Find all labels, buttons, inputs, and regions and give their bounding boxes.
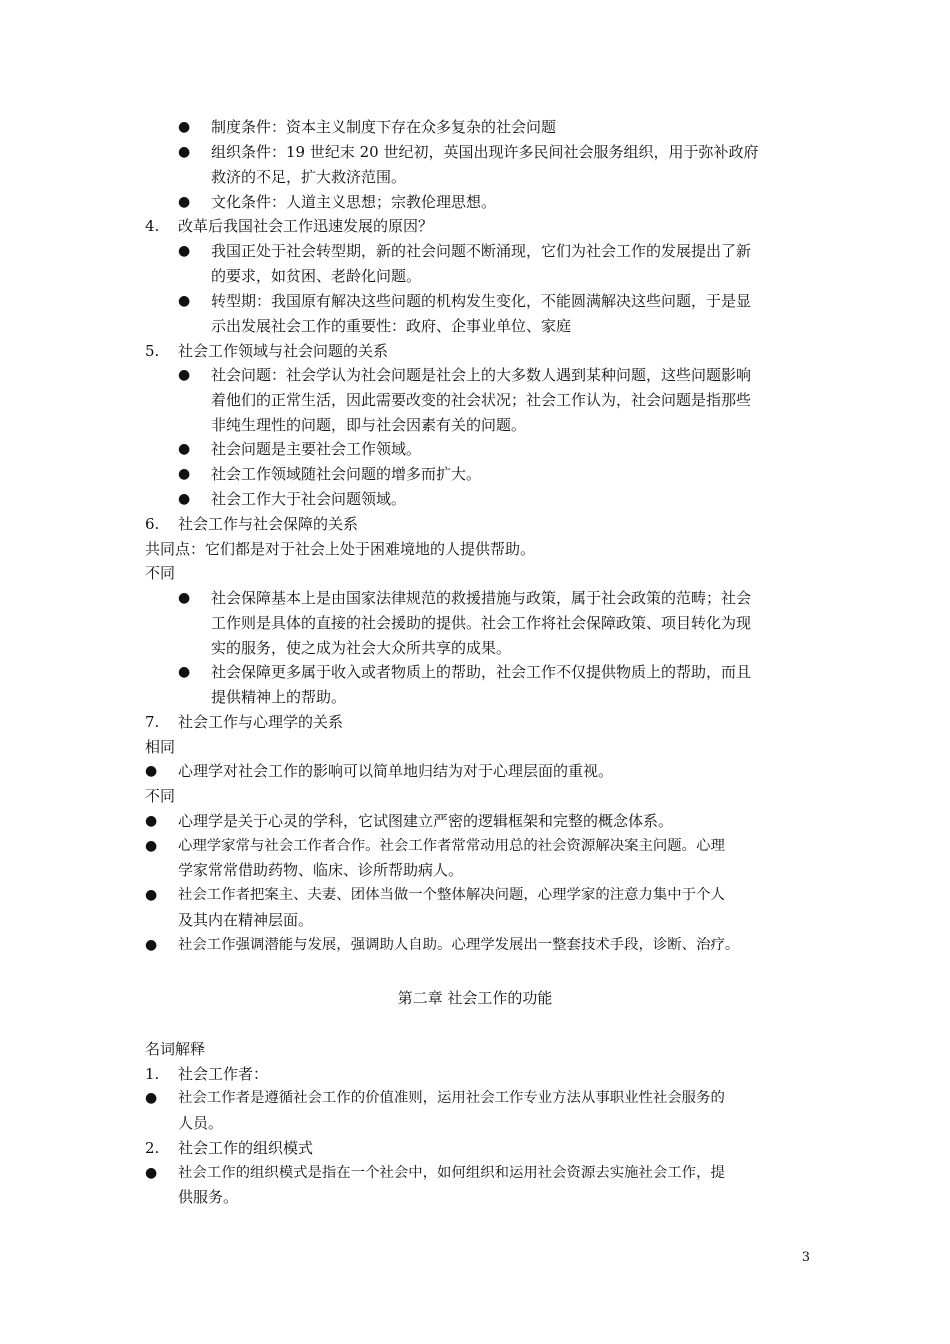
bullet-text: 社会工作的组织模式是指在一个社会中，如何组织和运用社会资源去实施社会工作，提 <box>178 1165 725 1181</box>
bullet-text: 制度条件：资本主义制度下存在众多复杂的社会问题 <box>211 118 557 136</box>
bullet-text: 社会保障更多属于收入或者物质上的帮助，社会工作不仅提供物质上的帮助，而且 <box>211 663 752 681</box>
bullet-text-cont: 示出发展社会工作的重要性：政府、企事业单位、家庭 <box>211 317 572 335</box>
bullet-text: 社会工作者是遵循社会工作的价值准则，运用社会工作专业方法从事职业性社会服务的 <box>178 1090 725 1106</box>
bullet-text-cont: 提供精神上的帮助。 <box>211 688 347 706</box>
item-number: 5. <box>145 342 160 360</box>
bullet-text: 社会工作大于社会问题领域。 <box>211 490 407 508</box>
bullet-text: 心理学对社会工作的影响可以简单地归结为对于心理层面的重视。 <box>178 762 614 780</box>
bullet-text: 组织条件：19 世纪末 20 世纪初，英国出现许多民间社会服务组织，用于弥补政府 <box>211 143 759 161</box>
paragraph-line: 不同 <box>145 787 176 805</box>
chapter-title: 第二章 社会工作的功能 <box>397 989 553 1007</box>
item-heading: 改革后我国社会工作迅速发展的原因？ <box>178 217 434 235</box>
bullet: ● <box>178 466 191 482</box>
bullet: ● <box>178 144 191 160</box>
item-number: 2. <box>145 1139 160 1157</box>
item-heading: 社会工作与社会保障的关系 <box>178 515 359 533</box>
bullet-text: 社会工作强调潜能与发展，强调助人自助。心理学发展出一整套技术手段，诊断、治疗。 <box>178 937 740 953</box>
paragraph-line: 不同 <box>145 564 176 582</box>
bullet-text-cont: 及其内在精神层面。 <box>178 911 314 929</box>
bullet: ● <box>145 838 158 854</box>
bullet: ● <box>145 763 158 779</box>
bullet: ● <box>178 367 191 383</box>
bullet-text: 社会工作领域随社会问题的增多而扩大。 <box>211 465 482 483</box>
item-number: 7. <box>145 713 160 731</box>
bullet-text: 社会工作者把案主、夫妻、团体当做一个整体解决问题，心理学家的注意力集中于个人 <box>178 887 725 903</box>
item-heading: 社会工作者： <box>178 1065 269 1083</box>
bullet-text-cont: 供服务。 <box>178 1188 239 1206</box>
bullet: ● <box>145 937 158 953</box>
bullet: ● <box>178 293 191 309</box>
bullet-text: 转型期：我国原有解决这些问题的机构发生变化，不能圆满解决这些问题，于是显 <box>211 292 752 310</box>
bullet-text-cont: 救济的不足，扩大救济范围。 <box>211 168 407 186</box>
item-heading: 社会工作与心理学的关系 <box>178 713 344 731</box>
bullet: ● <box>178 590 191 606</box>
item-heading: 社会工作领域与社会问题的关系 <box>178 342 389 360</box>
bullet-text: 心理学是关于心灵的学科，它试图建立严密的逻辑框架和完整的概念体系。 <box>178 812 674 830</box>
page-number: 3 <box>801 1250 810 1265</box>
bullet-text: 我国正处于社会转型期，新的社会问题不断涌现，它们为社会工作的发展提出了新 <box>211 242 752 260</box>
bullet-text-cont: 着他们的正常生活，因此需要改变的社会状况；社会工作认为，社会问题是指那些 <box>211 391 752 409</box>
item-number: 6. <box>145 515 160 533</box>
bullet: ● <box>145 887 158 903</box>
item-heading: 社会工作的组织模式 <box>178 1139 314 1157</box>
bullet-text: 心理学家常与社会工作者合作。社会工作者常常动用总的社会资源解决案主问题。心理 <box>178 838 725 854</box>
bullet: ● <box>178 664 191 680</box>
bullet: ● <box>145 813 158 829</box>
bullet-text-cont: 实的服务，使之成为社会大众所共享的成果。 <box>211 639 512 657</box>
item-number: 1. <box>145 1065 160 1083</box>
paragraph-line: 共同点：它们都是对于社会上处于困难境地的人提供帮助。 <box>145 540 536 558</box>
item-number: 4. <box>145 217 160 235</box>
paragraph-line: 相同 <box>145 738 176 756</box>
bullet: ● <box>178 243 191 259</box>
bullet-text-cont: 非纯生理性的问题，即与社会因素有关的问题。 <box>211 416 527 434</box>
bullet: ● <box>145 1165 158 1181</box>
bullet: ● <box>178 194 191 210</box>
bullet-text: 社会问题：社会学认为社会问题是社会上的大多数人遇到某种问题，这些问题影响 <box>211 366 752 384</box>
bullet: ● <box>178 119 191 135</box>
bullet: ● <box>178 491 191 507</box>
bullet-text-cont: 工作则是具体的直接的社会援助的提供。社会工作将社会保障政策、项目转化为现 <box>211 614 752 632</box>
bullet-text: 文化条件：人道主义思想；宗教伦理思想。 <box>211 193 497 211</box>
bullet-text-cont: 学家常常借助药物、临床、诊所帮助病人。 <box>178 861 464 879</box>
bullet-text: 社会问题是主要社会工作领域。 <box>211 440 422 458</box>
section-label: 名词解释 <box>145 1040 206 1058</box>
bullet-text-cont: 人员。 <box>178 1114 224 1132</box>
bullet: ● <box>178 441 191 457</box>
bullet-text: 社会保障基本上是由国家法律规范的救援措施与政策，属于社会政策的范畴；社会 <box>211 589 752 607</box>
bullet: ● <box>145 1090 158 1106</box>
bullet-text-cont: 的要求，如贫困、老龄化问题。 <box>211 267 422 285</box>
